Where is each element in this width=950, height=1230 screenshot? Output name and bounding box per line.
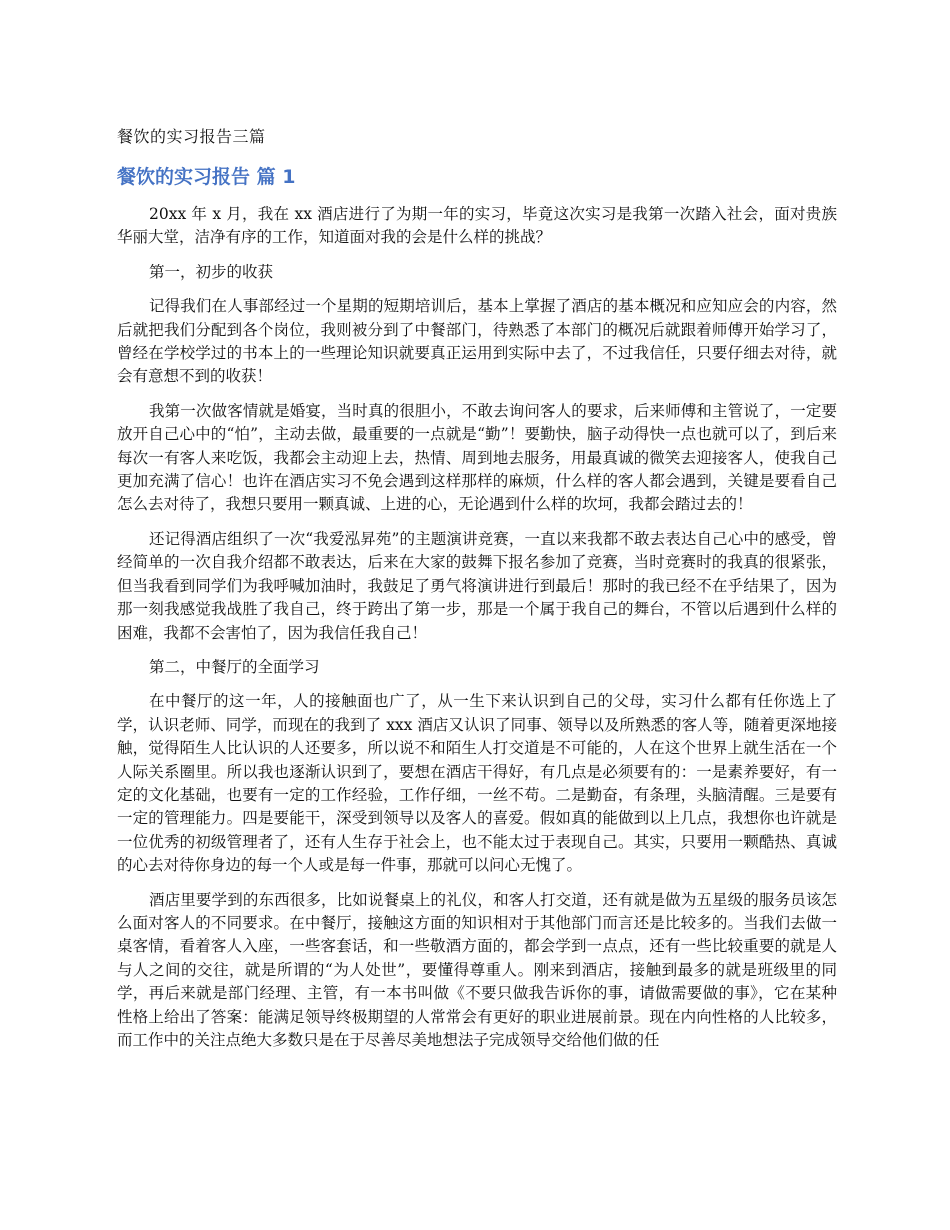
paragraph-intro: 20xx 年 x 月，我在 xx 酒店进行了为期一年的实习，毕竟这次实习是我第一次踏入社会，面对贵族华丽大堂，洁净有序的工作，知道面对我的会是什么样的挑战？	[117, 205, 837, 247]
document-body	[117, 203, 837, 1063]
document-page	[117, 0, 837, 1230]
document-title: 餐饮的实习报告三篇	[117, 127, 266, 146]
section-heading: 餐饮的实习报告 篇 1	[117, 166, 296, 188]
paragraph-subheading-first: 第一，初步的收获	[149, 262, 274, 281]
paragraph-speech-contest: 还记得酒店组织了一次“我爱泓昇苑”的主题演讲竞赛，一直以来我都不敢去表达自己心中的感受，曾经简单的一次自我介绍都不敢表达，后来在大家的鼓舞下报名参加了竞赛，当时竞赛时的我真的很紧张，但当我看到同学们为我呼喊加油时，我鼓足了勇气将演讲进行到最后！那时的我已经不在乎结果了，因为那一刻我感觉我战胜了我自己，终于跨出了第一步，那是一个属于我自己的舞台，不管以后遇到什么样的困难，我都不会害怕了，因为我信任我自己！	[117, 529, 837, 642]
paragraph-chinese-restaurant: 在中餐厅的这一年，人的接触面也广了，从一生下来认识到自己的父母，实习什么都有任你选上了学，认识老师、同学，而现在的我到了 xxx 酒店又认识了同事、领导以及所熟悉的客人等，随着更深地接触，觉得陌生人比认识的人还要多，所以说不和陌生人打交道是不可能的，人在这个世界上就生活在一个人际关系圈里。所以我也逐渐认识到了，要想在酒店干得好，有几点是必须要有的：一是素养要好，有一定的文化基础，也要有一定的工作经验，工作仔细，一丝不苟。二是勤奋，有条理，头脑清醒。三是要有一定的管理能力。四是要能干，深受到领导以及客人的喜爱。假如真的能做到以上几点，我想你也许就是一位优秀的初级管理者了，还有人生存于社会上，也不能太过于表现自己。其实，只要用一颗酷热、真诚的心去对待你身边的每一个人或是每一件事，那就可以问心无愧了。	[117, 692, 837, 875]
paragraph-subheading-second: 第二，中餐厅的全面学习	[149, 657, 320, 676]
paragraph-training: 记得我们在人事部经过一个星期的短期培训后，基本上掌握了酒店的基本概况和应知应会的内容，然后就把我们分配到各个岗位，我则被分到了中餐部门，待熟悉了本部门的概况后就跟着师傅开始学习了，曾经在学校学过的书本上的一些理论知识就要真正运用到实际中去了，不过我信任，只要仔细去对待，就会有意想不到的收获！	[117, 297, 837, 386]
paragraph-wedding: 我第一次做客情就是婚宴，当时真的很胆小，不敢去询问客人的要求，后来师傅和主管说了，一定要放开自己心中的“怕”，主动去做，最重要的一点就是“勤”！要勤快，脑子动得快一点也就可以了，到后来每次一有客人来吃饭，我都会主动迎上去，热情、周到地去服务，用最真诚的微笑去迎接客人，使我自己更加充满了信心！也许在酒店实习不免会遇到这样那样的麻烦，什么样的客人都会遇到，关键是要看自己怎么去对待了，我想只要用一颗真诚、上进的心，无论遇到什么样的坎坷，我都会踏过去的！	[117, 401, 837, 514]
paragraph-etiquette: 酒店里要学到的东西很多，比如说餐桌上的礼仪，和客人打交道，还有就是做为五星级的服务员该怎么面对客人的不同要求。在中餐厅，接触这方面的知识相对于其他部门而言还是比较多的。当我们去做一桌客情，看着客人入座，一些客套话，和一些敬酒方面的，都会学到一点点，还有一些比较重要的就是人与人之间的交往，就是所谓的“为人处世”，要懂得尊重人。刚来到酒店，接触到最多的就是班级里的同学，再后来就是部门经理、主管，有一本书叫做《不要只做我告诉你的事，请做需要做的事》，它在某种性格上给出了答案：能满足领导终极期望的人常常会有更好的职业进展前景。现在内向性格的人比较多，而工作中的关注点绝大多数只是在于尽善尽美地想法子完成领导交给他们做的任	[117, 890, 837, 1049]
